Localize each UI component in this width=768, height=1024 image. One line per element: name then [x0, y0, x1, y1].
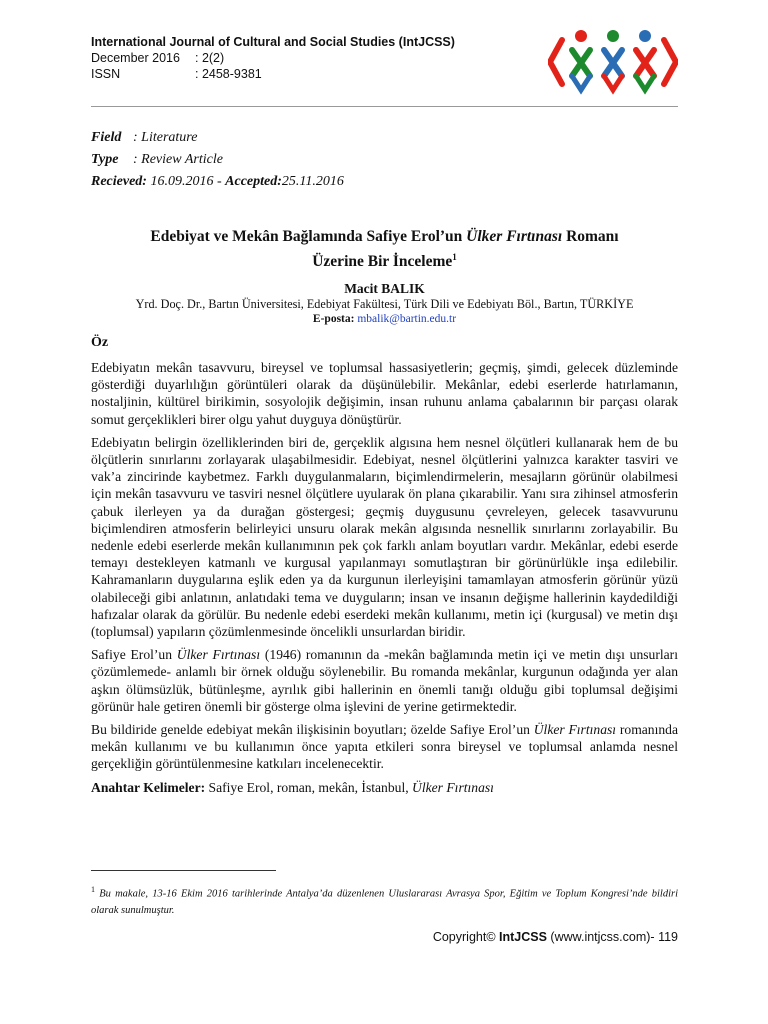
- article-title: [91, 227, 678, 272]
- copyright-brand: IntJCSS: [499, 930, 547, 944]
- logo-figure-right: [636, 30, 654, 90]
- issn-label: ISSN: [91, 67, 121, 81]
- title-novel-name: Ülker Fırtınası: [466, 228, 563, 245]
- footnote-mark: 1: [91, 885, 95, 894]
- title-part-1: Edebiyat ve Mekân Bağlamında Safiye Erol’un: [150, 228, 467, 245]
- p4-text-a: Bu bildiride genelde edebiyat mekân ilişkisinin boyutları; özelde Safiye Erol’un: [91, 722, 534, 738]
- type-row: [91, 149, 344, 171]
- author-affiliation: Yrd. Doç. Dr., Bartın Üniversitesi, Edebiyat Fakültesi, Türk Dili ve Edebiyatı Böl., Bartın, TÜRKİYE: [135, 297, 634, 311]
- type-label: Type: [91, 152, 119, 167]
- logo-right-chevron: [664, 40, 676, 84]
- copyright-suffix: (www.intjcss.com)- 119: [546, 930, 678, 944]
- received-value: 16.09.2016 -: [146, 174, 226, 189]
- email-label: E-posta:: [312, 313, 355, 325]
- logo-figure-left: [572, 30, 590, 90]
- logo-left-chevron: [550, 40, 562, 84]
- abstract-body: [91, 359, 678, 796]
- footnote-divider: [91, 870, 276, 871]
- issue-date-value: : 2(2): [195, 51, 225, 65]
- p3-text-a: Safiye Erol’un: [91, 647, 177, 663]
- copyright-prefix: Copyright©: [432, 930, 500, 944]
- email-link[interactable]: mbalik@bartin.edu.tr: [357, 313, 457, 325]
- title-part-2: Romanı: [562, 228, 619, 245]
- title-part-3: Üzerine Bir İnceleme: [312, 253, 453, 271]
- page-footer: [433, 930, 678, 944]
- keywords-value: Safiye Erol, roman, mekân, İstanbul,: [205, 779, 413, 795]
- abstract-paragraph-1: Edebiyatın mekân tasavvuru, bireysel ve toplumsal hassasiyetlerin; geçmiş, şimdi, gelecek düzleminde gösterdiği duyarlılığın görüntüleri olarak da düşünülebilir. Mekânlar, edebi eserlerde hatırlamanın, nostaljinin, kültürel birikimin, sosyolojik değişimin, insan ruhunu anlama çabalarının bir parçası olarak somut gerçeklikleri birer olgu yahut duyguya dönüştürür.: [91, 360, 678, 427]
- article-meta: [91, 127, 344, 193]
- abstract-paragraph-2: Edebiyatın belirgin özelliklerinden biri de, gerçeklik algısına hem nesnel ölçütleri kullanarak hem de bu ölçütlerin sınırlarını zorlayarak ulaşabilmesidir. Edebiyat, nesnel ölçütlerini yalnızca karakter tasviri ve vak’a zincirinde kaybetmez. Farklı duygulanmaların, biçimlendirmelerin, mesajların görünür olabilmesi için mekân tasavvuru ve tasviri nesnel ölçütlere uyularak ön plana çıkarabilir. Yanı sıra zihinsel atmosferin çabuk ilerleyen ya da durağan göstergesi; geçmiş duygusunu çevreleyen, gelecek tasavvurunu biçimlendiren atmosferin belirleyici unsuru olarak mekân algısında nesnellik sınırlarını zorlayabilir. Bu nedenle edebi eserlerde mekân kullanımının pek çok farklı anlam boyutları vardır. Mekânlar, edebi eserde temayı destekleyen katmanlı ve kurgusal yapılanmayı somutlaştıran bir görünürlükle inşa edilebilir. Kahramanların duygularına eşlik eden ya da kurgunun ilerleyişini tamamlayan atmosferin görünür yüzü olabileceği gibi anlatının, anlatıdaki tema ve duyguların; insan ve insanın değişme hallerinin kaydedildiği hafızalar olarak da görülür. Bu nedenle edebi eserdeki mekân kullanımı, metin içi (kurgusal) ve metin dışı (toplumsal) yapıların çözümlenmesinde öncelikli unsurlardan biridir.: [91, 434, 678, 640]
- field-value: : Literature: [133, 130, 198, 145]
- title-footnote-mark: 1: [452, 252, 457, 262]
- journal-title: International Journal of Cultural and Social Studies (IntJCSS): [91, 35, 455, 49]
- field-label: Field: [91, 130, 122, 145]
- p4-text-b: romanında mekân kullanımı ve bu kullanımın önce yapıta etkileri sonra bireysel ve toplumsal anlamda nesnel gerçekliğin görüntülenmesine katkıları incelenecektir.: [91, 722, 678, 772]
- field-row: [91, 127, 344, 149]
- type-value: : Review Article: [133, 152, 223, 167]
- keywords-label: Anahtar Kelimeler:: [91, 779, 206, 795]
- journal-header: [91, 34, 561, 82]
- issue-date-label: December 2016: [91, 51, 180, 65]
- abstract-paragraph-4: [91, 721, 678, 773]
- abstract-heading: Öz: [91, 335, 109, 350]
- footnote: [91, 882, 678, 919]
- accepted-label: Accepted:: [225, 174, 282, 189]
- issn-value: : 2458-9381: [195, 67, 262, 81]
- author-name: Macit BALIK: [344, 281, 425, 296]
- received-label: Recieved:: [91, 174, 147, 189]
- footnote-text: Bu makale, 13-16 Ekim 2016 tarihlerinde Antalya’da düzenlenen Uluslararası Avrasya Spor, Eğitim ve Toplum Kongresi’nde bildiri olarak sunulmuştur.: [91, 888, 678, 916]
- p3-novel-name: Ülker Fırtınası: [176, 647, 261, 663]
- accepted-value: 25.11.2016: [281, 174, 344, 189]
- logo-figure-middle: [604, 30, 622, 90]
- abstract-paragraph-3: [91, 646, 678, 715]
- title-line-1: [91, 227, 678, 247]
- keywords: [91, 779, 678, 796]
- p3-text-b: (1946) romanının da -mekân bağlamında metin içi ve metin dışı unsurları çözümlemede- anlamlı bir örnek olduğu söylenebilir. Bu romanda mekânlar, kurgunun odağında yer alan aşkın ölümsüzlük, bütünleşme, ayrılık gibi hallerinin en önemli tanığı olduğu gibi toplumsal değişimi görünür hale getiren önemli bir gösterge olma işlevini de yerine getirmektedir.: [91, 647, 678, 714]
- title-line-2: [91, 247, 678, 272]
- keywords-novel-name: Ülker Fırtınası: [412, 779, 494, 795]
- p4-novel-name: Ülker Fırtınası: [533, 722, 617, 738]
- author-email-line: [91, 313, 678, 325]
- journal-logo: [548, 28, 678, 96]
- issue-date-row: [91, 50, 561, 66]
- dates-row: [91, 171, 344, 193]
- header-divider: [91, 106, 678, 107]
- issn-row: [91, 66, 561, 82]
